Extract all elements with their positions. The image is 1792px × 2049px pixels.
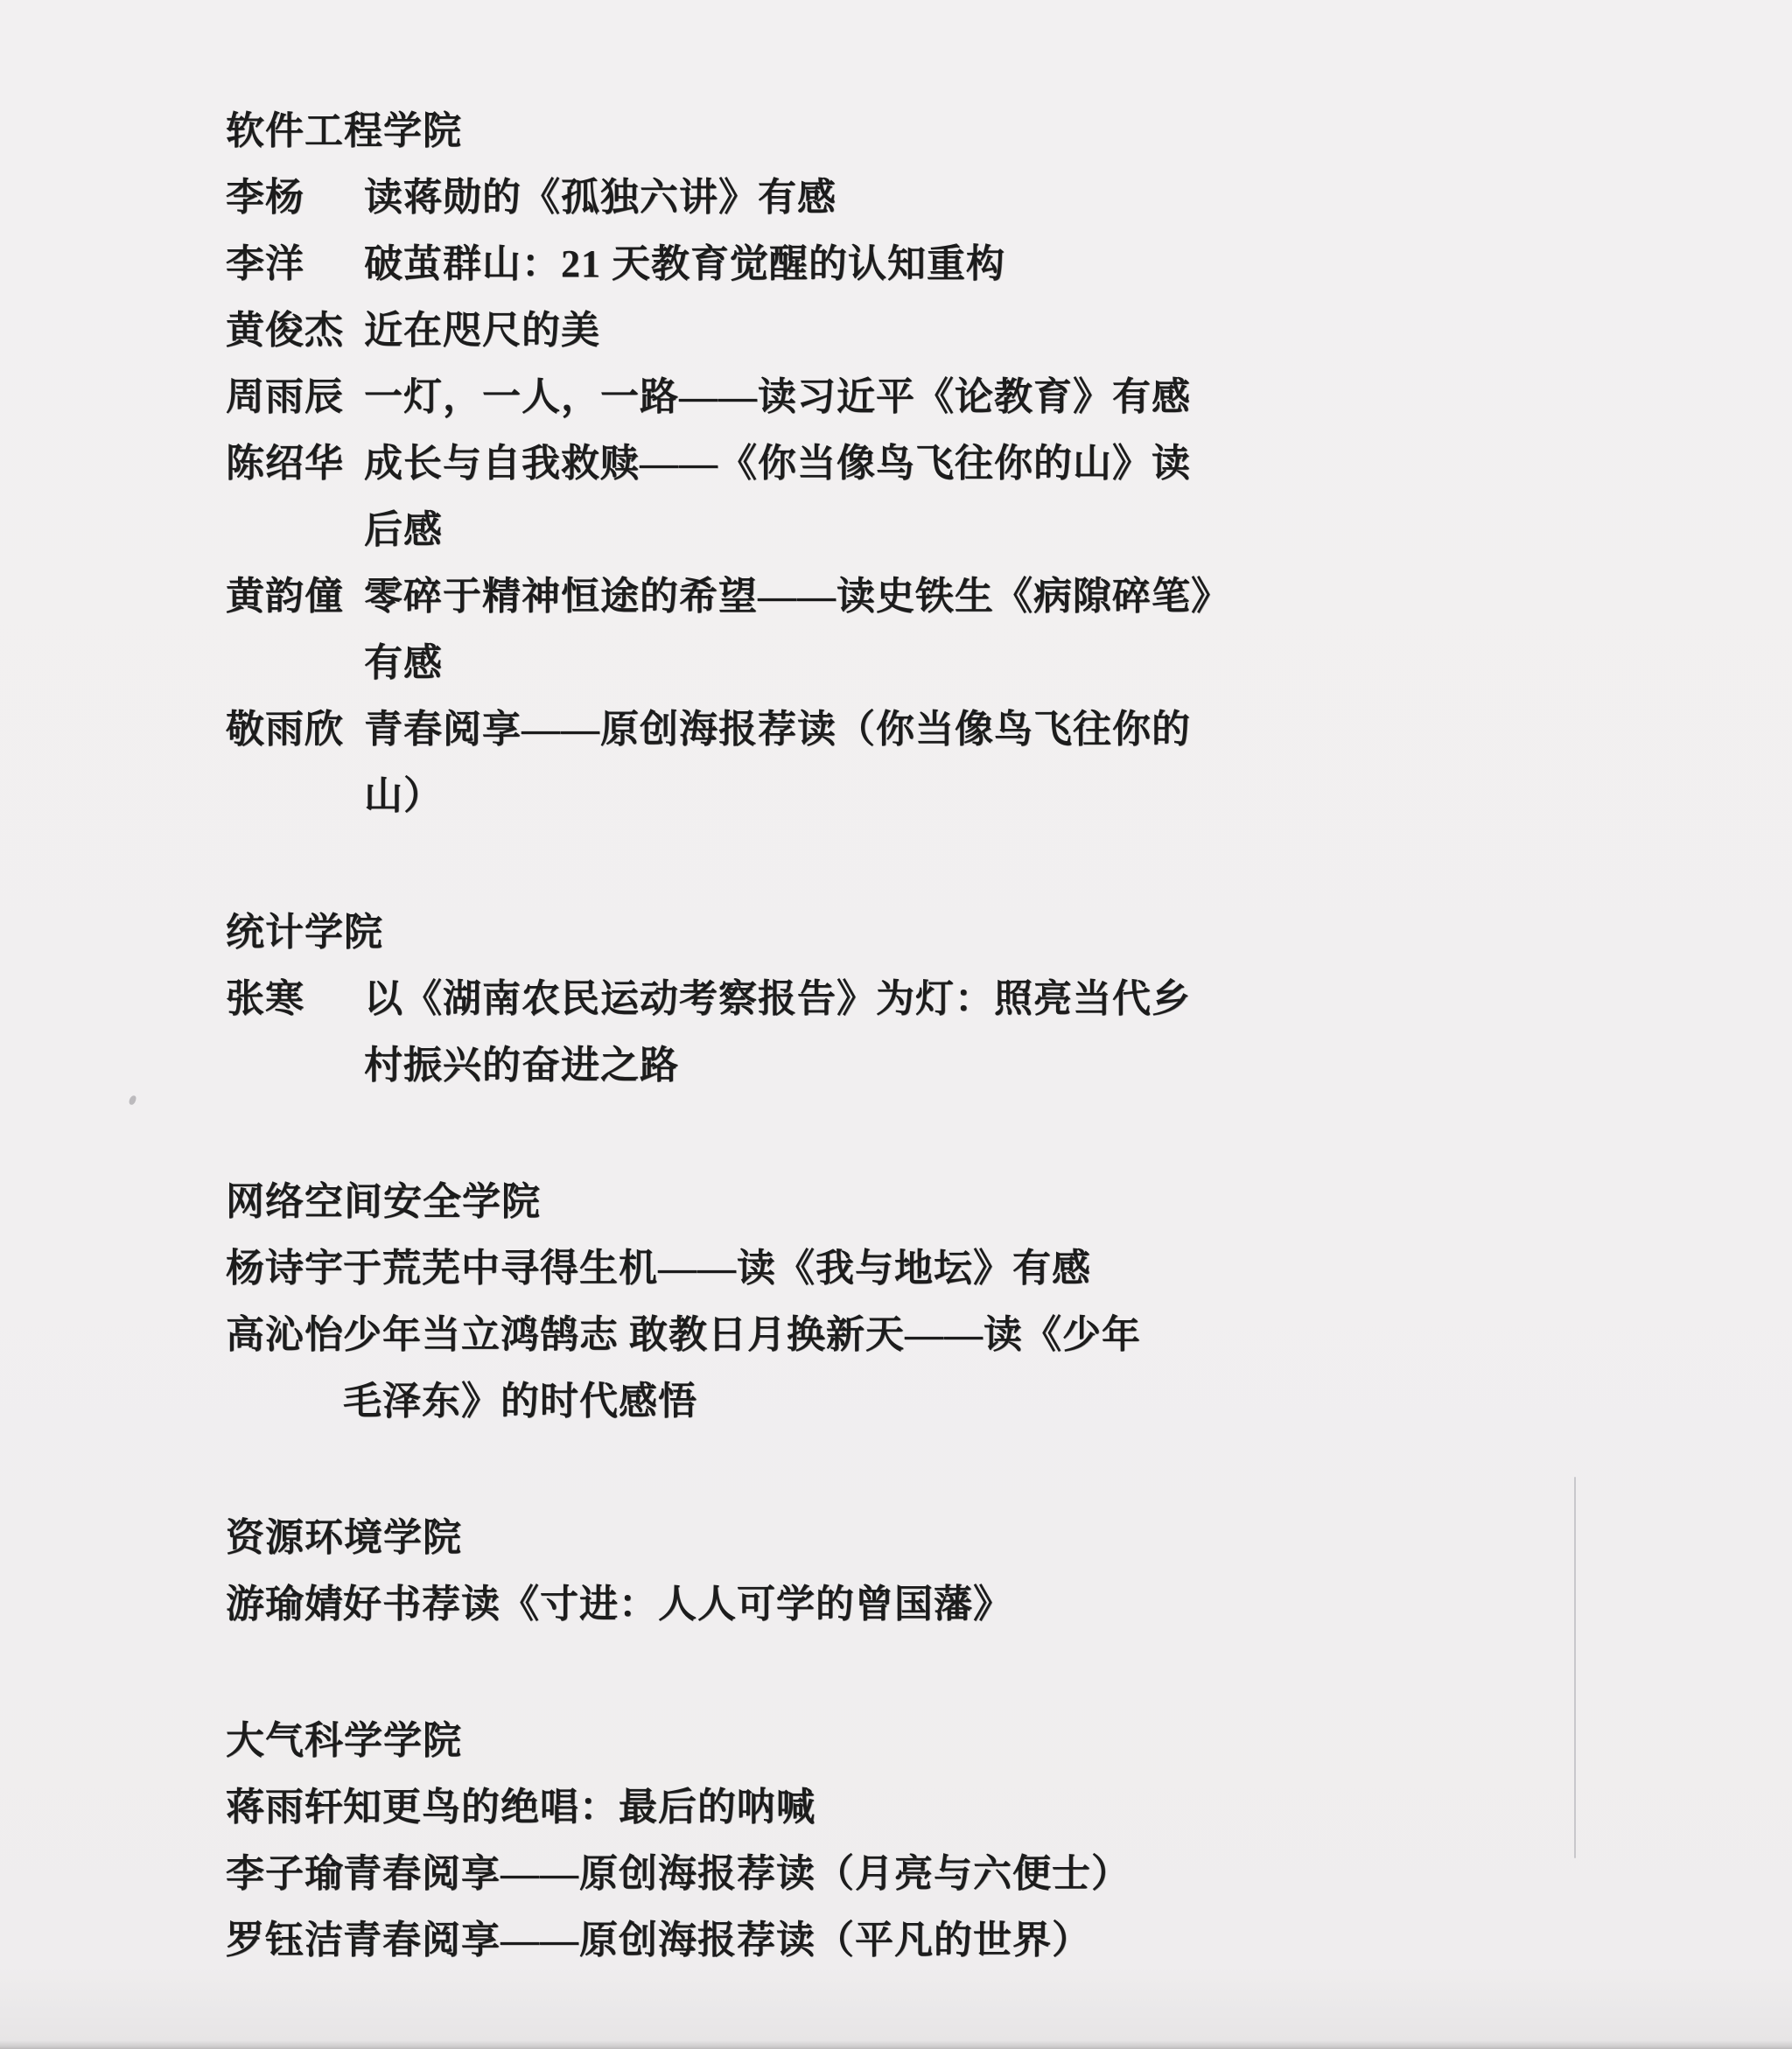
- title-line: 青春阅享——原创海报荐读（平凡的世界）: [343, 1919, 1091, 1962]
- entry-name: 罗钰洁: [226, 1919, 344, 1962]
- section-heading: 统计学院: [226, 911, 383, 954]
- scan-edge-line: [1574, 1477, 1576, 1858]
- title-line: 村振兴的奋进之路: [364, 1044, 679, 1087]
- entry-title: [364, 231, 1608, 297]
- entry-title: [364, 164, 1608, 231]
- entry-row: [226, 563, 1608, 696]
- document-content: [226, 98, 1608, 1974]
- scan-ink-speck: [128, 1094, 136, 1106]
- entry-name: 周雨辰: [226, 375, 344, 418]
- entry-row: [226, 1841, 1608, 1907]
- entry-title: [343, 1302, 1608, 1435]
- entry-name: 黄韵僮: [226, 575, 344, 618]
- entry-name: 李杨: [226, 176, 304, 219]
- section-resources-environment: [226, 1505, 1608, 1638]
- scan-bottom-shadow: [0, 2040, 1792, 2049]
- section-atmospheric-science: [226, 1708, 1608, 1974]
- title-line: 好书荐读《寸进：人人可学的曾国藩》: [343, 1583, 1012, 1626]
- entry-title: [364, 430, 1608, 563]
- title-line: 毛泽东》的时代感悟: [343, 1380, 697, 1423]
- entry-name: 李子瑜: [226, 1852, 344, 1895]
- title-line: 零碎于精神恒途的希望——读史铁生《病隙碎笔》: [364, 575, 1230, 618]
- entry-name: 张寒: [226, 977, 304, 1020]
- entry-title: [364, 966, 1608, 1099]
- entry-title: [343, 1774, 1608, 1841]
- entry-row: [226, 1907, 1608, 1974]
- entry-row: [226, 297, 1608, 364]
- entry-row: [226, 364, 1608, 430]
- entry-title: [364, 563, 1608, 696]
- title-line: 青春阅享——原创海报荐读（你当像鸟飞往你的: [364, 708, 1191, 751]
- title-line: 以《湖南农民运动考察报告》为灯：照亮当代乡: [364, 977, 1191, 1020]
- entry-title: [343, 1907, 1608, 1974]
- title-line: 少年当立鸿鹄志 敢教日月换新天——读《少年: [343, 1313, 1141, 1356]
- title-line: 读蒋勋的《孤独六讲》有感: [364, 176, 836, 219]
- entry-row: [226, 231, 1608, 297]
- entry-row: [226, 966, 1608, 1099]
- entry-row: [226, 1235, 1608, 1302]
- section-heading: 大气科学学院: [226, 1719, 462, 1762]
- entry-title: [343, 1571, 1608, 1638]
- section-cyberspace-security: [226, 1169, 1608, 1435]
- title-line: 青春阅享——原创海报荐读（月亮与六便士）: [343, 1852, 1130, 1895]
- entry-title: [364, 297, 1608, 364]
- entry-row: [226, 1774, 1608, 1841]
- title-line: 破茧群山：21 天教育觉醒的认知重构: [364, 242, 1005, 285]
- entry-title: [343, 1841, 1608, 1907]
- entry-row: [226, 430, 1608, 563]
- entry-row: [226, 164, 1608, 231]
- title-line: 有感: [364, 641, 443, 684]
- title-line: 知更鸟的绝唱：最后的呐喊: [343, 1786, 816, 1829]
- section-software-engineering: [226, 98, 1608, 829]
- entry-title: [343, 1235, 1608, 1302]
- entry-name: 黄俊杰: [226, 309, 344, 352]
- section-heading: 软件工程学院: [226, 109, 462, 152]
- entry-row: [226, 696, 1608, 829]
- entry-name: 李洋: [226, 242, 304, 285]
- title-line: 后感: [364, 508, 443, 551]
- title-line: 近在咫尺的美: [364, 309, 600, 352]
- entry-name: 杨诗宇: [226, 1247, 344, 1290]
- entry-title: [364, 696, 1608, 829]
- entry-name: 陈绍华: [226, 442, 344, 485]
- entry-name: 敬雨欣: [226, 708, 344, 751]
- title-line: 山）: [364, 774, 443, 817]
- section-heading: 网络空间安全学院: [226, 1180, 541, 1223]
- entry-name: 蒋雨轩: [226, 1786, 344, 1829]
- section-statistics: [226, 899, 1608, 1099]
- entry-name: 游瑜婧: [226, 1583, 344, 1626]
- entry-name: 高沁怡: [226, 1313, 344, 1356]
- entry-row: [226, 1302, 1608, 1435]
- title-line: 于荒芜中寻得生机——读《我与地坛》有感: [343, 1247, 1091, 1290]
- title-line: 一灯，一人，一路——读习近平《论教育》有感: [364, 375, 1191, 418]
- section-heading: 资源环境学院: [226, 1516, 462, 1559]
- title-line: 成长与自我救赎——《你当像鸟飞往你的山》读: [364, 442, 1191, 485]
- entry-title: [364, 364, 1608, 430]
- entry-row: [226, 1571, 1608, 1638]
